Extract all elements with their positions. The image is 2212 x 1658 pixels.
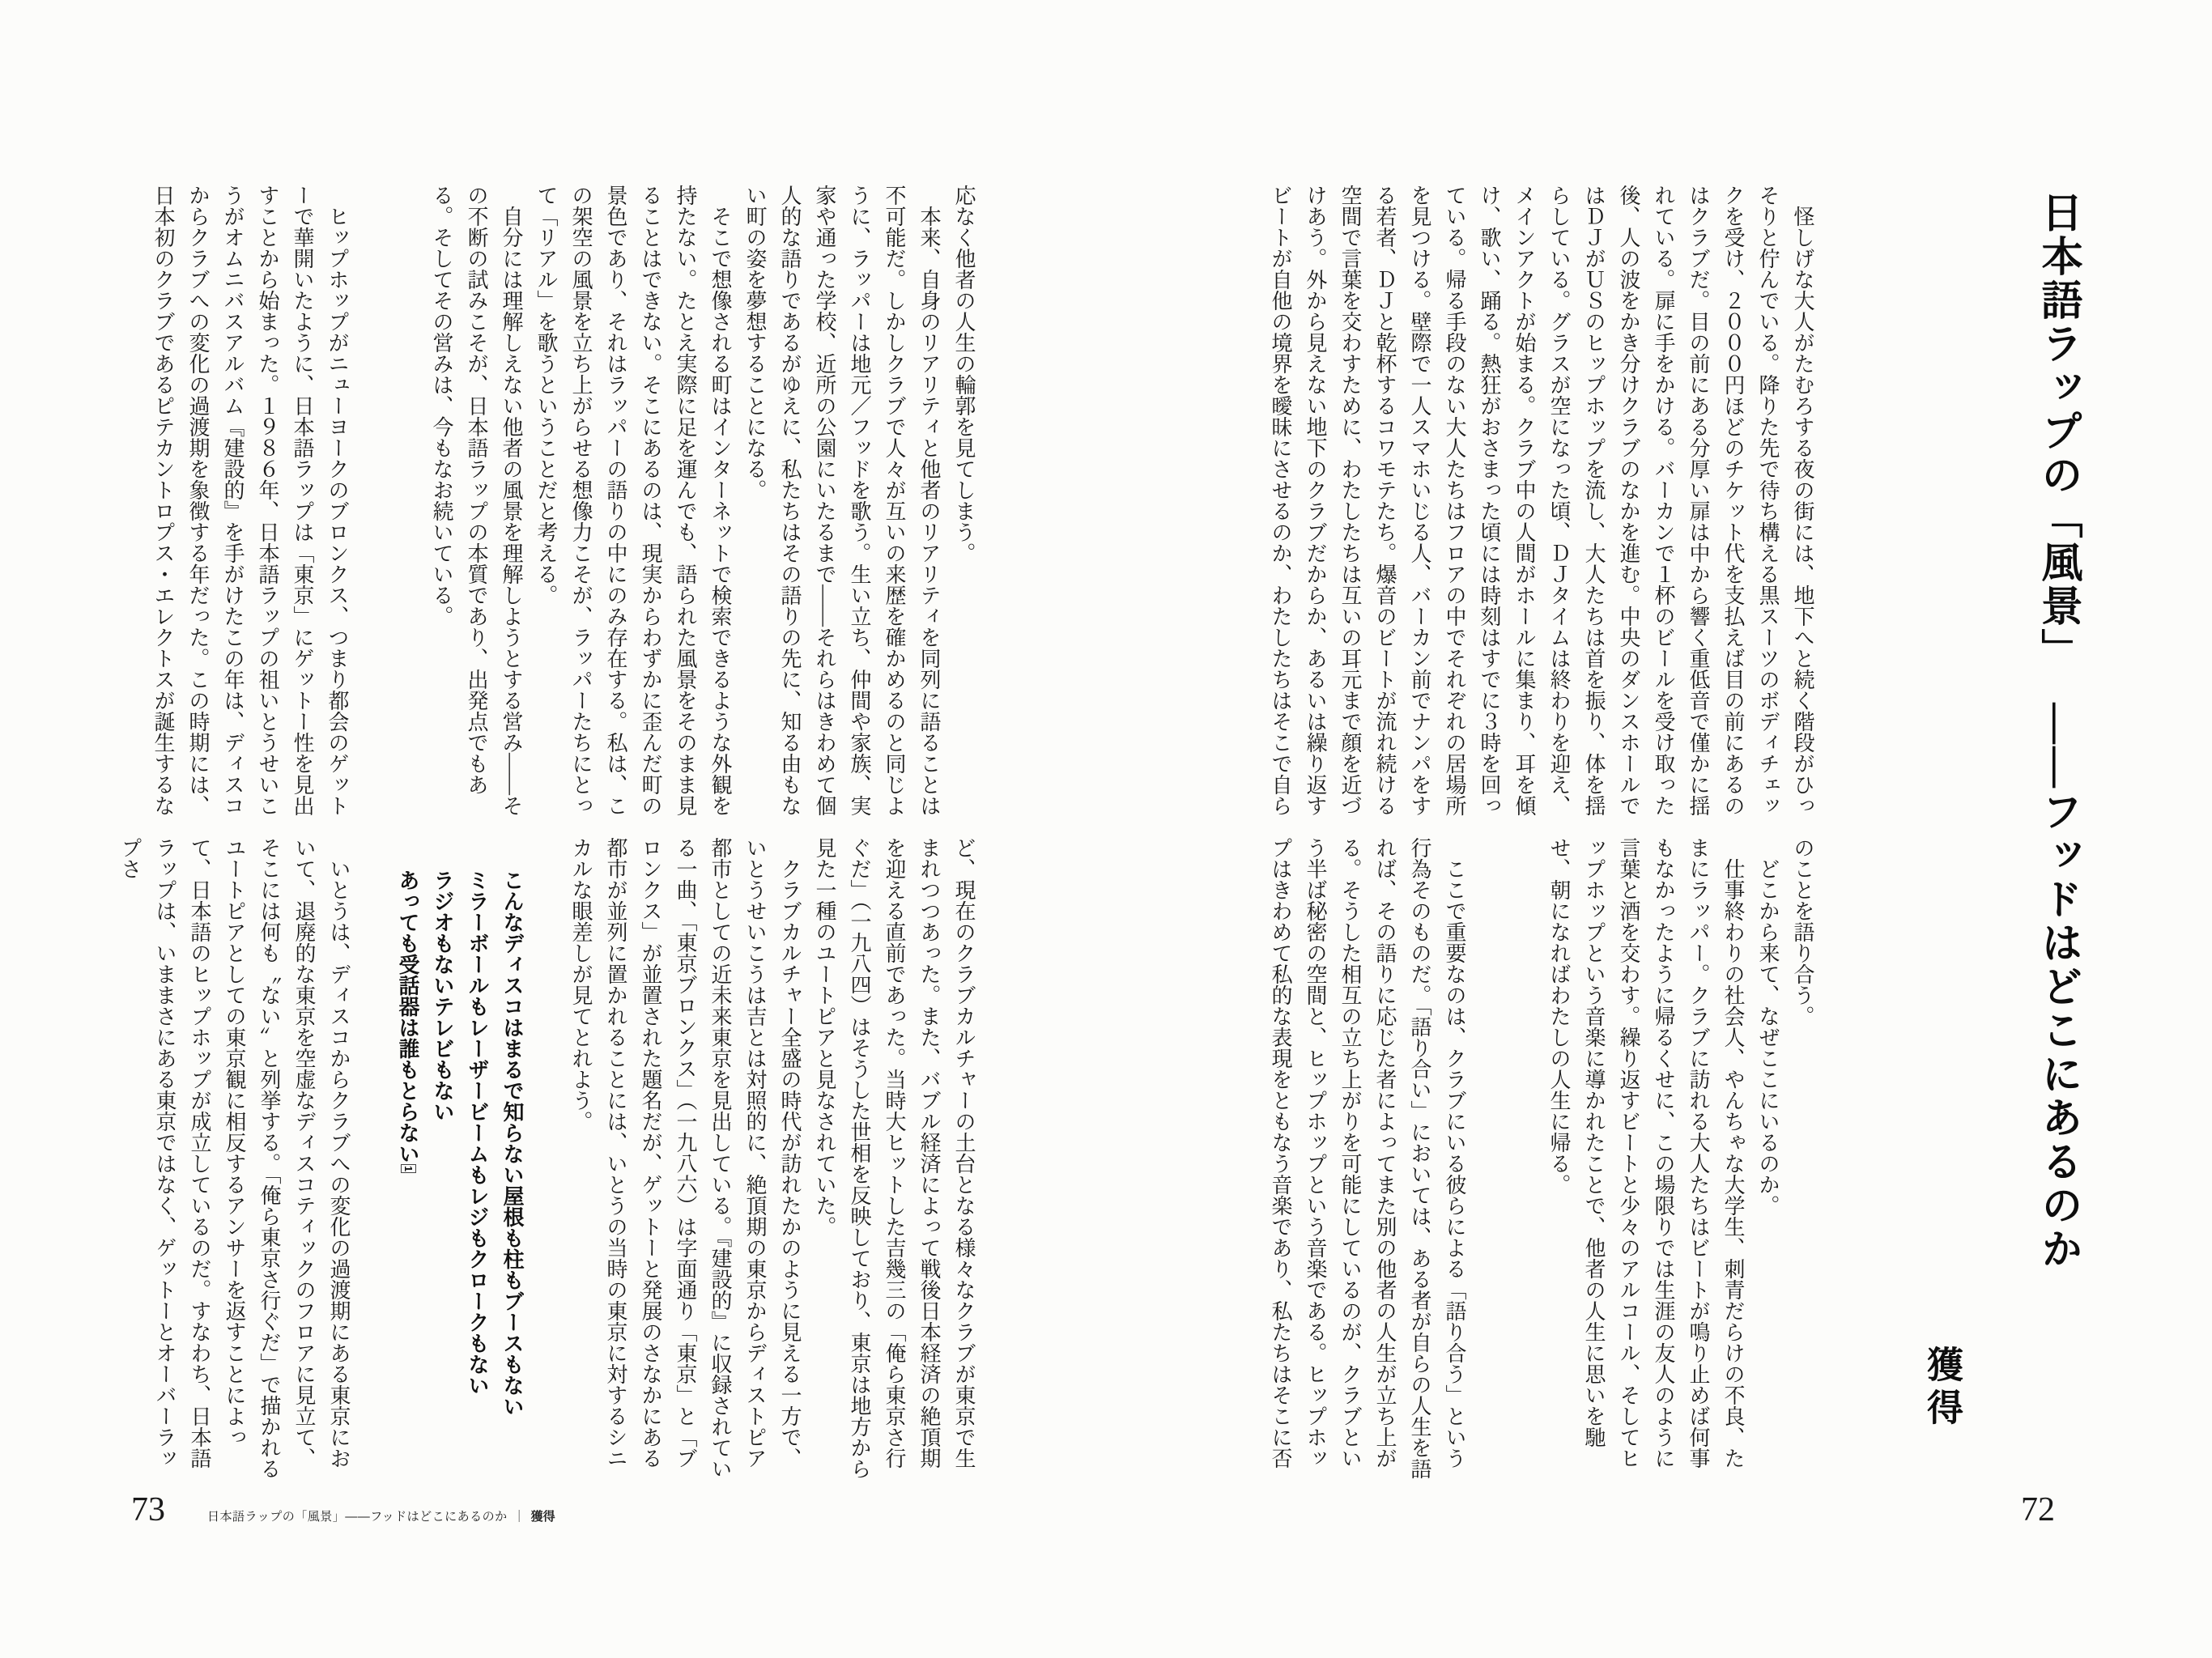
page-number-73: 73 <box>131 1491 165 1528</box>
lyrics-blockquote <box>390 837 530 1485</box>
lyric-line: ミラーボールもレーザービームもレジもクロークもない <box>466 869 490 1396</box>
footer-separator: ｜ <box>513 1510 525 1524</box>
lyric-line: こんなディスコはまるで知らない屋根も柱もブースもない <box>500 869 525 1417</box>
chapter-title-main: 日本語ラップの「風景」 <box>2035 191 2080 672</box>
right-page-upper-band <box>1257 185 1820 818</box>
footnote-marker: 1 <box>402 1166 415 1172</box>
body-paragraph: そこで想像される町はインターネットで検索できるような外観を持たない。たとえ実際に足を運んでも、語られた風景をそのまま見ることはできない。そこにあるのは、現実からわずかに歪んだ町の景色であり、それはラッパーの語りの中にのみ存在する。私は、この架空の風景を立ち上がらせる想像力こそが、ラッパーたちにとって「リアル」を歌うということだと考える。 <box>534 185 732 816</box>
right-page-lower-band <box>1257 837 1820 1485</box>
body-paragraph: 怪しげな大人がたむろする夜の街には、地下へと続く階段がひっそりと佇んでいる。降りた先で待ち構える黒スーツのボディチェックを受け、２０００円ほどのチケット代を支払えば目の前にあるのはクラブだ。目の前にある分厚い扉は中から響く重低音で僅かに揺れている。扉に手をかける。バーカンで１杯のビールを受け取った後、人の波をかき分けクラブのなかを進む。中央のダンスホールではＤＪがＵＳのヒップホップを流し、大人たちは首を振り、体を揺らしている。グラスが空になった頃、ＤＪタイムは終わりを迎え、メインアクトが始まる。クラブ中の人間がホールに集まり、耳を傾け、歌い、踊る。熱狂がおさまった頃には時刻はすでに３時を回っている。帰る手段のない大人たちはフロアの中でそれぞれの居場所を見つける。壁際で一人スマホいじる人、バーカン前でナンパをする若者、ＤＪと乾杯するコワモテたち。爆音のビートが流れ続ける空間で言葉を交わすために、わたしたちは互いの耳元まで顔を近づけあう。外から見えない地下のクラブだからか、あるいは繰り返すビートが自他の境界を曖昧にさせるのか、わたしたちはそこで自ら <box>1269 185 1814 816</box>
body-paragraph: クラブカルチャー全盛の時代が訪れたかのように見える一方で、いとうせいこうは吉とは対照的に、絶頂期の東京からディストピア都市としての近未来東京を見出している。『建設的』に収録されている一曲、「東京ブロンクス」（一九八六）は字面通り「東京」と「ブロンクス」が並置された題名だが、ゲットーと発展のさなかにある都市が並列に置かれることには、いとうの当時の東京に対するシニカルな眼差しが見てとれよう。 <box>569 837 802 1479</box>
body-paragraph: 自分には理解しえない他者の風景を理解しようとする営み――その不断の試みこそが、日本語ラップの本質であり、出発点でもある。そしてその営みは、今もなお続いている。 <box>430 185 523 816</box>
lyric-line: ラジオもないテレビもない <box>431 869 455 1122</box>
body-paragraph: 仕事終わりの社会人、やんちゃな大学生、刺青だらけの不良、たまにラッパー。クラブに訪れる大人たちはビートが鳴り止めば何事もなかったように帰るくせに、この場限りでは生涯の友人のように言葉と酒を交わす。繰り返すビートと少々のアルコール、そしてヒップホップという音楽に導かれたことで、他者の人生に思いを馳せ、朝になればわたしの人生に帰る。 <box>1547 837 1745 1469</box>
body-paragraph: ど、現在のクラブカルチャーの土台となる様々なクラブが東京で生まれつつあった。また、バブル経済によって戦後日本経済の絶頂期を迎える直前であった。当時大ヒットした吉幾三の「俺ら東京さ行ぐだ」（一九八四）はそうした世相を反映しており、東京は地方から見た一種のユートピアと見なされていた。 <box>813 837 976 1479</box>
left-page-upper-band <box>139 185 981 818</box>
lyric-line <box>390 837 425 1485</box>
body-paragraph: いとうは、ディスコからクラブへの変化の過渡期にある東京において、退廃的な東京を空虚なディスコティックのフロアに見立て、そこには何も〝ない〟と列挙する。「俺ら東京さ行ぐだ」で描かれるユートピアとしての東京観に相反するアンサーを返すことによって、日本語のヒップホップが成立しているのだ。すなわち、日本語ラップは、いままさにある東京ではなく、ゲットーとオーバーラップさ <box>118 837 351 1479</box>
page-number-72: 72 <box>2021 1491 2055 1528</box>
body-paragraph: のことを語り合う。 <box>1791 837 1814 1027</box>
title-gap <box>2057 672 2058 703</box>
running-title: 日本語ラップの「風景」――フッドはどこにあるのか <box>207 1510 508 1524</box>
chapter-title <box>2027 191 2087 1389</box>
footer-section-label: 獲得 <box>530 1510 555 1524</box>
running-footer <box>131 1493 555 1527</box>
body-paragraph: 本来、自身のリアリティと他者のリアリティを同列に語ることは不可能だ。しかしクラブで人々が互いの来歴を確かめるのと同じように、ラッパーは地元／フッドを歌う。生い立ち、仲間や家族、実家や通った学校、近所の公園にいたるまで――それらはきわめて個人的な語りであるがゆえに、私たちはその語りの先に、知る由もない町の姿を夢想することになる。 <box>743 185 941 816</box>
body-paragraph: 応なく他者の人生の輪郭を見てしまう。 <box>952 185 976 563</box>
body-paragraph: どこから来て、なぜここにいるのか。 <box>1756 837 1780 1216</box>
chapter-section-label: 獲得 <box>1921 1346 1962 1431</box>
body-paragraph-new-section: ヒップホップがニューヨークのブロンクス、つまり都会のゲットーで華開いたように、日本語ラップは「東京」にゲットー性を見出すことから始まった。１９８６年、日本語ラップの祖いとうせいこうがオムニバスアルバム『建設的』を手がけたこの年は、ディスコからクラブへの変化の過渡期を象徴する年だった。この時期には、日本初のクラブであるピテカントロプス・エレクトスが誕生するな <box>151 185 349 816</box>
left-page-lower-band <box>118 837 981 1485</box>
chapter-title-subtitle: ――フッドはどこにあるのか <box>2035 703 2080 1271</box>
lyric-line-text: あっても受話器は誰もとらない <box>396 869 420 1164</box>
body-paragraph-new-section: ここで重要なのは、クラブにいる彼らによる「語り合う」という行為そのものだ。「語り合い」においては、ある者が自らの人生を語れば、その語りに応じた者によってまた別の他者の人生が立ち上がる。そうした相互の立ち上がりを可能にしているのが、クラブという半ば秘密の空間と、ヒップホップという音楽である。ヒップホップはきわめて私的な表現をともなう音楽であり、私たちはそこに否 <box>1269 837 1466 1479</box>
